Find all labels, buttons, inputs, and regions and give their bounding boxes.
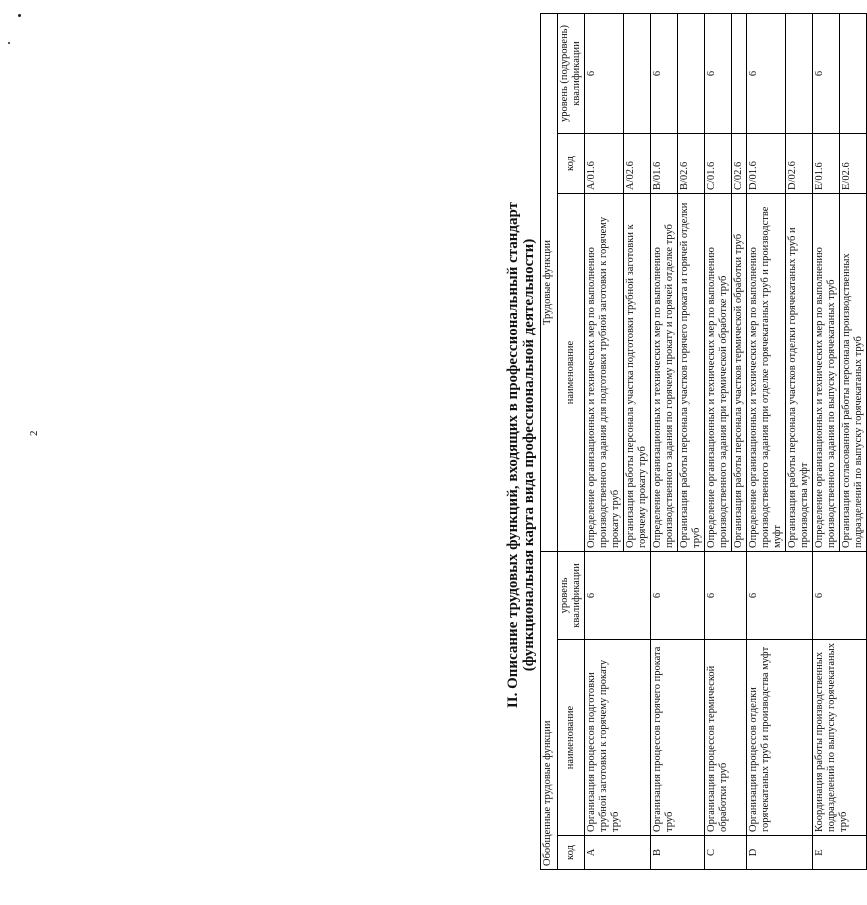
group-name: Координация работы производственных подразделений по выпуску горячекатаных труб (813, 640, 867, 836)
function-level: 6 (585, 13, 624, 133)
functional-map-table (540, 13, 867, 870)
group-code: B (651, 836, 705, 870)
function-name: Организация работы персонала участков горячего проката и горячей отделки труб (678, 194, 705, 552)
header-name: наименование (558, 640, 585, 836)
table-row (747, 13, 786, 869)
header-row-groups (541, 13, 558, 869)
function-level: 6 (747, 13, 786, 133)
function-name: Организация работы персонала участков отделки горячекатаных труб и производства муфт (786, 194, 813, 552)
function-level: 6 (705, 13, 732, 133)
function-code: A/02.6 (624, 134, 651, 194)
function-code: A/01.6 (585, 134, 624, 194)
group-code: E (813, 836, 867, 870)
function-name: Определение организационных и технических мер по выполнению производственного задания при термической обработке труб (705, 194, 732, 552)
function-level (624, 13, 651, 133)
function-code: D/01.6 (747, 134, 786, 194)
section-title-line1: II. Описание трудовых функций, входящих в профессиональный стандарт (505, 201, 521, 709)
header-sublevel: уровень (подуровень) квалификации (558, 13, 585, 133)
group-level: 6 (705, 552, 747, 640)
function-level (786, 13, 813, 133)
group-level: 6 (747, 552, 813, 640)
group-code: A (585, 836, 651, 870)
function-code: C/01.6 (705, 134, 732, 194)
header-labor-functions: Трудовые функции (541, 13, 558, 551)
table-row (585, 13, 624, 869)
group-code: D (747, 836, 813, 870)
header-code: код (558, 836, 585, 870)
group-name: Организация процессов горячего проката труб (651, 640, 705, 836)
group-level: 6 (813, 552, 867, 640)
function-level: 6 (651, 13, 678, 133)
group-code: C (705, 836, 747, 870)
header-function-code: код (558, 134, 585, 194)
header-function-name: наименование (558, 194, 585, 552)
function-code: C/02.6 (732, 134, 747, 194)
function-code: E/02.6 (840, 134, 867, 194)
header-row-columns (558, 13, 585, 869)
function-level: 6 (813, 13, 840, 133)
table-row (705, 13, 732, 869)
function-name: Определение организационных и технических мер по выполнению производственного задания при отделке горячекатаных труб и производстве муфт (747, 194, 786, 552)
group-name: Организация процессов подготовки трубной заготовки к горячему прокату труб (585, 640, 651, 836)
group-level: 6 (651, 552, 705, 640)
functional-map-table-wrapper (540, 14, 867, 870)
function-level (732, 13, 747, 133)
group-level: 6 (585, 552, 651, 640)
table-body (585, 13, 867, 869)
function-name: Организация работы персонала участка подготовки трубной заготовки к горячему прокату труб (624, 194, 651, 552)
page-number: 2 (28, 430, 40, 436)
function-code: D/02.6 (786, 134, 813, 194)
function-code: B/01.6 (651, 134, 678, 194)
function-level (678, 13, 705, 133)
group-name: Организация процессов термической обработки труб (705, 640, 747, 836)
function-name: Определение организационных и технических мер по выполнению производственного задания по горячему прокату и горячей отделке труб (651, 194, 678, 552)
function-code: B/02.6 (678, 134, 705, 194)
function-name: Организация работы персонала участков термической обработки труб (732, 194, 747, 552)
table-row (813, 13, 840, 869)
function-code: E/01.6 (813, 134, 840, 194)
function-name: Определение организационных и технических мер по выполнению производственного задания для подготовки трубной заготовки к горячему прокату труб (585, 194, 624, 552)
header-level: уровень квалификации (558, 552, 585, 640)
function-name: Определение организационных и технических мер по выполнению производственного задания по выпуску горячекатаных труб (813, 194, 840, 552)
group-name: Организация процессов отделки горячекатаных труб и производства муфт (747, 640, 813, 836)
header-generalized-functions: Обобщенные трудовые функции (541, 552, 558, 870)
section-title-line2: (функциональная карта вида профессиональной деятельности) (521, 238, 537, 672)
function-name: Организация согласованной работы персонала производственных подразделений по выпуску горячекатаных труб (840, 194, 867, 552)
table-row (651, 13, 678, 869)
section-title (505, 30, 537, 880)
function-level (840, 13, 867, 133)
